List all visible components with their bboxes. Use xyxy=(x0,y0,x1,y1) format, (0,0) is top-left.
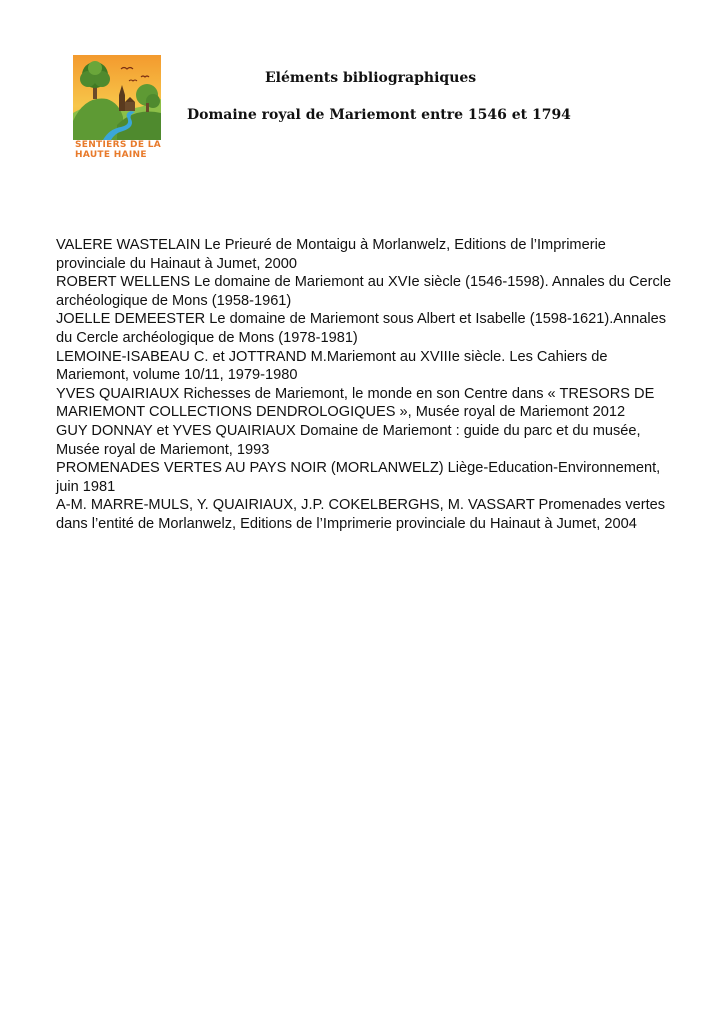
bibliography-entry: PROMENADES VERTES AU PAYS NOIR (MORLANWELZ) Liège-Education-Environnement, juin 1981 xyxy=(56,460,661,495)
logo-caption xyxy=(73,140,161,160)
bibliography-entry: A-M. MARRE-MULS, Y. QUAIRIAUX, J.P. COKELBERGHS, M. VASSART Promenades vertes dans l’entité de Morlanwelz, Editions de l’Imprimerie provinciale du Hainaut à Jumet, 2004 xyxy=(56,497,666,532)
sentiers-logo xyxy=(73,55,161,167)
bibliography-entry: VALERE WASTELAIN Le Prieuré de Montaigu à Morlanwelz, Editions de l’Imprimerie provinciale du Hainaut à Jumet, 2000 xyxy=(56,237,606,272)
bibliography-entry: LEMOINE-ISABEAU C. et JOTTRAND M.Mariemont au XVIIIe siècle. Les Cahiers de Mariemont, volume 10/11, 1979-1980 xyxy=(56,348,608,384)
logo-caption-line-2: HAUTE HAINE xyxy=(75,150,147,160)
bibliography-entry: YVES QUAIRIAUX Richesses de Mariemont, le monde en son Centre dans « TRESORS DE MARIEMONT COLLECTIONS DENDROLOGIQUES », Musée royal de Mariemont 2012 xyxy=(56,385,655,421)
landscape-logo-icon xyxy=(73,55,161,140)
bibliography-entry: GUY DONNAY et YVES QUAIRIAUX Domaine de Mariemont : guide du parc et du musée, Musée royal de Mariemont, 1993 xyxy=(56,422,641,458)
page-title: Eléments bibliographiques xyxy=(265,70,477,86)
bibliography-entry: ROBERT WELLENS Le domaine de Mariemont au XVIe siècle (1546-1598). Annales du Cercle archéologique de Mons (1958-1961) xyxy=(56,274,672,309)
bibliography-entry: JOELLE DEMEESTER Le domaine de Mariemont sous Albert et Isabelle (1598-1621).Annales du Cercle archéologique de Mons (1978-1981) xyxy=(56,311,667,346)
page-subtitle: Domaine royal de Mariemont entre 1546 et 1794 xyxy=(187,107,571,123)
bibliography-list xyxy=(56,236,686,534)
logo-caption-line-1: SENTIERS DE LA xyxy=(75,140,161,150)
